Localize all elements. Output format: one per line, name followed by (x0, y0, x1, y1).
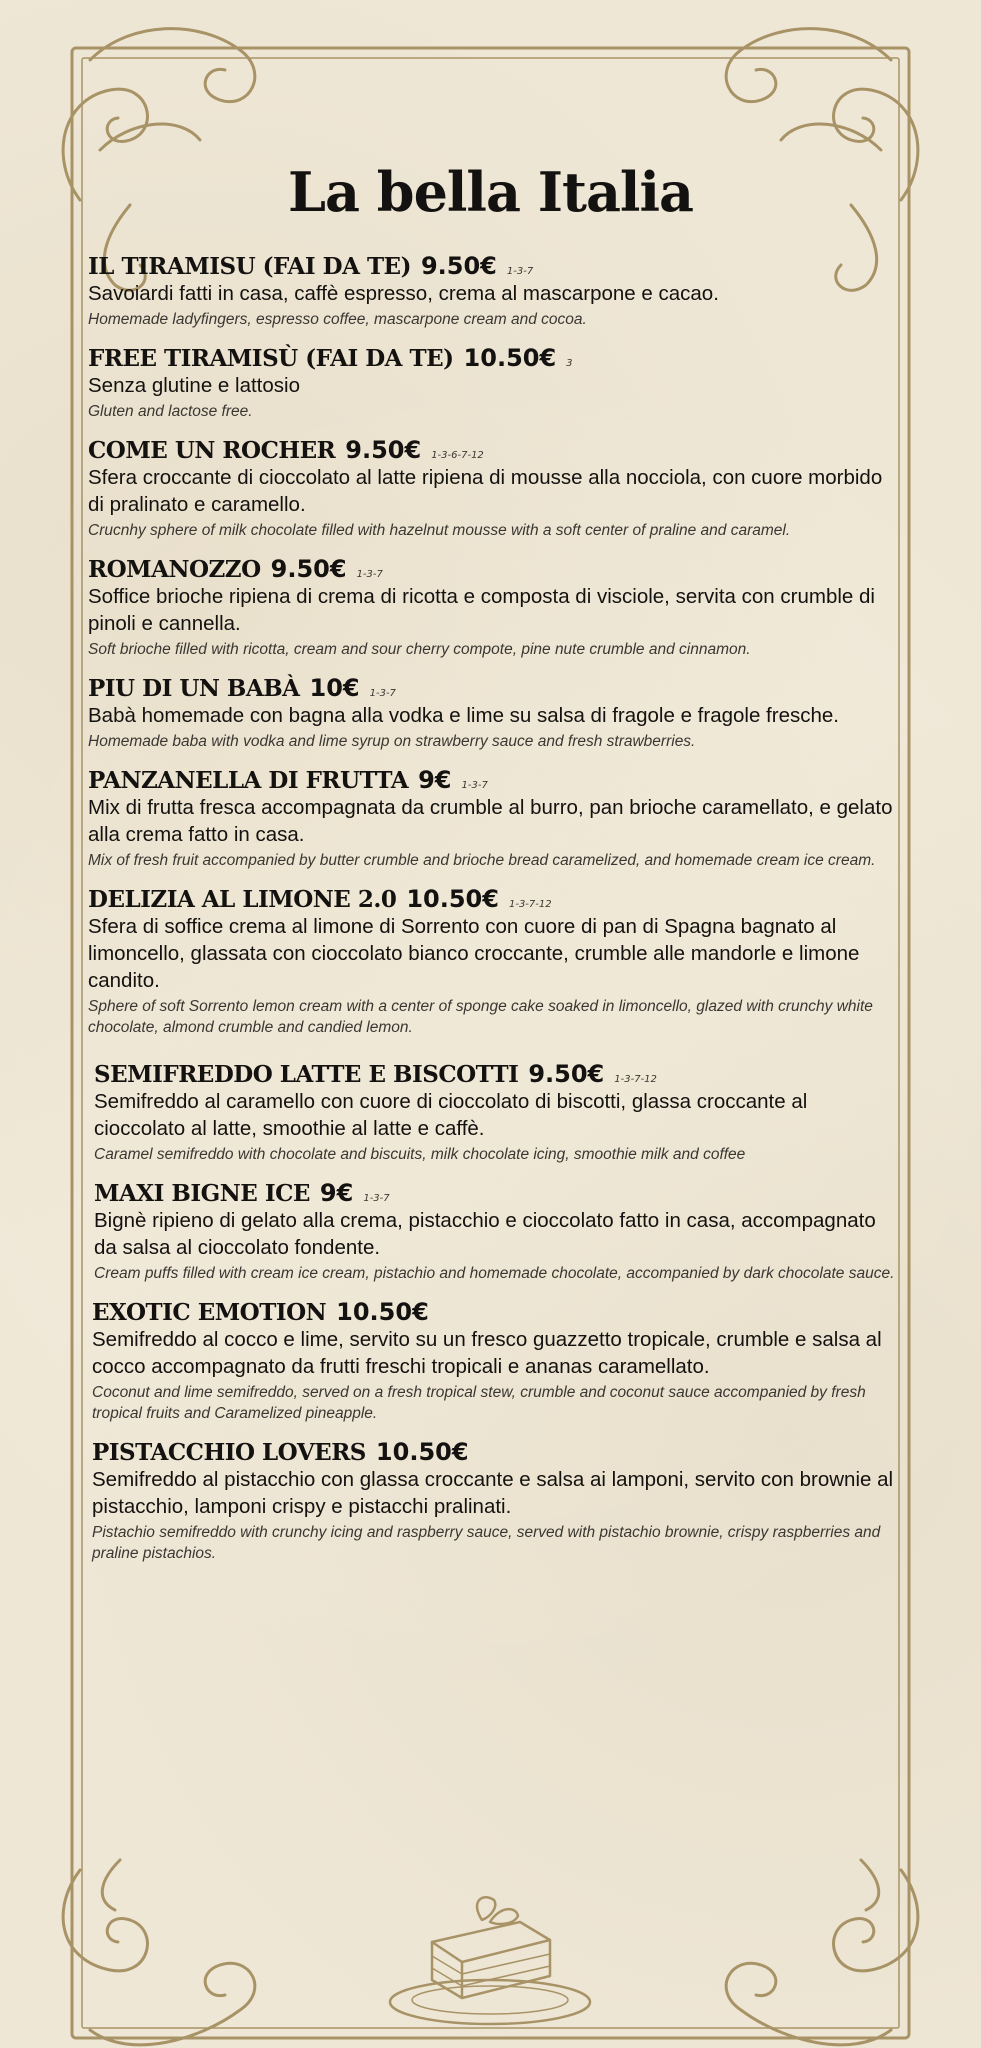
menu-item (88, 885, 898, 1038)
menu-item-header (88, 885, 898, 913)
item-description-it: Semifreddo al cocco e lime, servito su un fresco guazzetto tropicale, crumble e salsa al cocco accompagnato da frutti freschi tropicali e ananas caramellato. (92, 1328, 882, 1378)
item-price: 10€ (309, 674, 360, 702)
item-price: 9.50€ (345, 436, 422, 464)
menu-item (94, 1060, 898, 1165)
item-description-it: Sfera di soffice crema al limone di Sorrento con cuore di pan di Spagna bagnato al limoncello, glassata con cioccolato bianco croccante, crumble alle mandorle e limone candito. (88, 915, 860, 992)
menu-item-header (88, 555, 898, 583)
item-name: FREE TIRAMISÙ (FAI DA TE) (88, 345, 454, 372)
item-price: 10.50€ (463, 344, 557, 372)
item-description-it: Sfera croccante di cioccolato al latte ripiena di mousse alla nocciola, con cuore morbido di pralinato e caramello. (88, 466, 883, 516)
item-name: SEMIFREDDO LATTE E BISCOTTI (94, 1061, 519, 1088)
item-allergens: 1-3-6-7-12 (431, 450, 484, 461)
menu-item (88, 344, 898, 422)
item-price: 9.50€ (270, 555, 347, 583)
menu-item (92, 1438, 898, 1564)
item-description-en: Mix of fresh fruit accompanied by butter crumble and brioche bread caramelized, and homemade cream ice cream. (88, 852, 876, 869)
item-description-en: Caramel semifreddo with chocolate and biscuits, milk chocolate icing, smoothie milk and coffee (94, 1146, 746, 1163)
item-description-en: Gluten and lactose free. (88, 403, 253, 420)
item-allergens: 1-3-7-12 (508, 899, 552, 910)
menu-item (92, 1298, 898, 1424)
item-name: MAXI BIGNE ICE (94, 1180, 310, 1207)
menu-item (88, 436, 898, 541)
page-title: La bella Italia (288, 160, 693, 224)
item-name: ROMANOZZO (88, 556, 261, 583)
item-description-en: Sphere of soft Sorrento lemon cream with a center of sponge cake soaked in limoncello, glazed with crunchy white chocolate, almond crumble and candied lemon. (88, 998, 873, 1036)
menu-item (88, 252, 898, 330)
item-description-it: Babà homemade con bagna alla vodka e lime su salsa di fragole e fragole fresche. (88, 704, 839, 727)
item-price: 9€ (319, 1179, 354, 1207)
item-price: 9.50€ (420, 252, 497, 280)
item-name: PISTACCHIO LOVERS (92, 1439, 366, 1466)
item-allergens: 3 (566, 358, 573, 369)
menu-item-header (94, 1179, 898, 1207)
menu-item (88, 766, 898, 871)
item-allergens: 1-3-7 (506, 266, 534, 277)
menu-item-header (88, 674, 898, 702)
menu-item (88, 555, 898, 660)
item-description-en: Soft brioche filled with ricotta, cream and sour cherry compote, pine nute crumble and cinnamon. (88, 641, 751, 658)
item-name: EXOTIC EMOTION (92, 1299, 327, 1326)
item-allergens: 1-3-7 (363, 1193, 390, 1204)
menu-item-header (92, 1298, 898, 1326)
item-price: 10.50€ (406, 885, 499, 913)
item-name: DELIZIA AL LIMONE 2.0 (88, 886, 397, 913)
item-description-it: Bignè ripieno di gelato alla crema, pistacchio e cioccolato fatto in casa, accompagnato da salsa al cioccolato fondente. (94, 1209, 876, 1259)
item-name: IL TIRAMISU (FAI DA TE) (88, 253, 411, 280)
menu-item-header (88, 252, 898, 280)
item-description-it: Soffice brioche ripiena di crema di ricotta e composta di visciole, servita con crumble di pinoli e cannella. (88, 585, 875, 635)
item-allergens: 1-3-7 (461, 780, 488, 791)
item-description-it: Savoiardi fatti in casa, caffè espresso, crema al mascarpone e cacao. (88, 282, 719, 305)
menu-list (88, 252, 898, 1564)
item-description-en: Cream puffs filled with cream ice cream, pistachio and homemade chocolate, accompanied by dark chocolate sauce. (94, 1265, 895, 1282)
item-description-en: Crucnhy sphere of milk chocolate filled with hazelnut mousse with a soft center of praline and caramel. (88, 522, 791, 539)
item-price: 9€ (418, 766, 452, 794)
item-description-it: Semifreddo al caramello con cuore di cioccolato di biscotti, glassa croccante al cioccolato al latte, smoothie al latte e caffè. (94, 1090, 808, 1140)
item-name: PANZANELLA DI FRUTTA (88, 767, 409, 794)
item-description-it: Senza glutine e lattosio (88, 374, 300, 397)
item-description-it: Mix di frutta fresca accompagnata da crumble al burro, pan brioche caramellato, e gelato alla crema fatto in casa. (88, 796, 893, 846)
item-allergens: 1-3-7-12 (614, 1074, 657, 1085)
menu-item (88, 674, 898, 752)
item-description-en: Coconut and lime semifreddo, served on a fresh tropical stew, crumble and coconut sauce accompanied by fresh tropical fruits and Caramelized pineapple. (92, 1384, 866, 1422)
item-description-en: Homemade baba with vodka and lime syrup on strawberry sauce and fresh strawberries. (88, 733, 696, 750)
item-allergens: 1-3-7 (356, 569, 383, 580)
item-price: 10.50€ (336, 1298, 429, 1326)
menu-item-header (88, 766, 898, 794)
menu-item-header (94, 1060, 898, 1088)
item-price: 9.50€ (528, 1060, 605, 1088)
menu-item (94, 1179, 898, 1284)
item-description-it: Semifreddo al pistacchio con glassa croccante e salsa ai lamponi, servito con brownie al pistacchio, lamponi crispy e pistacchi pralinati. (92, 1468, 894, 1518)
item-price: 10.50€ (375, 1438, 469, 1466)
item-name: COME UN ROCHER (88, 437, 336, 464)
menu-item-header (88, 436, 898, 464)
menu-item-header (92, 1438, 898, 1466)
item-description-en: Homemade ladyfingers, espresso coffee, mascarpone cream and cocoa. (88, 311, 587, 328)
item-name: PIU DI UN BABÀ (88, 675, 300, 702)
tiramisu-cake-icon (370, 1880, 610, 2030)
item-allergens: 1-3-7 (369, 688, 396, 699)
menu-item-header (88, 344, 898, 372)
item-description-en: Pistachio semifreddo with crunchy icing and raspberry sauce, served with pistachio brownie, crispy raspberries and praline pistachios. (92, 1524, 881, 1562)
